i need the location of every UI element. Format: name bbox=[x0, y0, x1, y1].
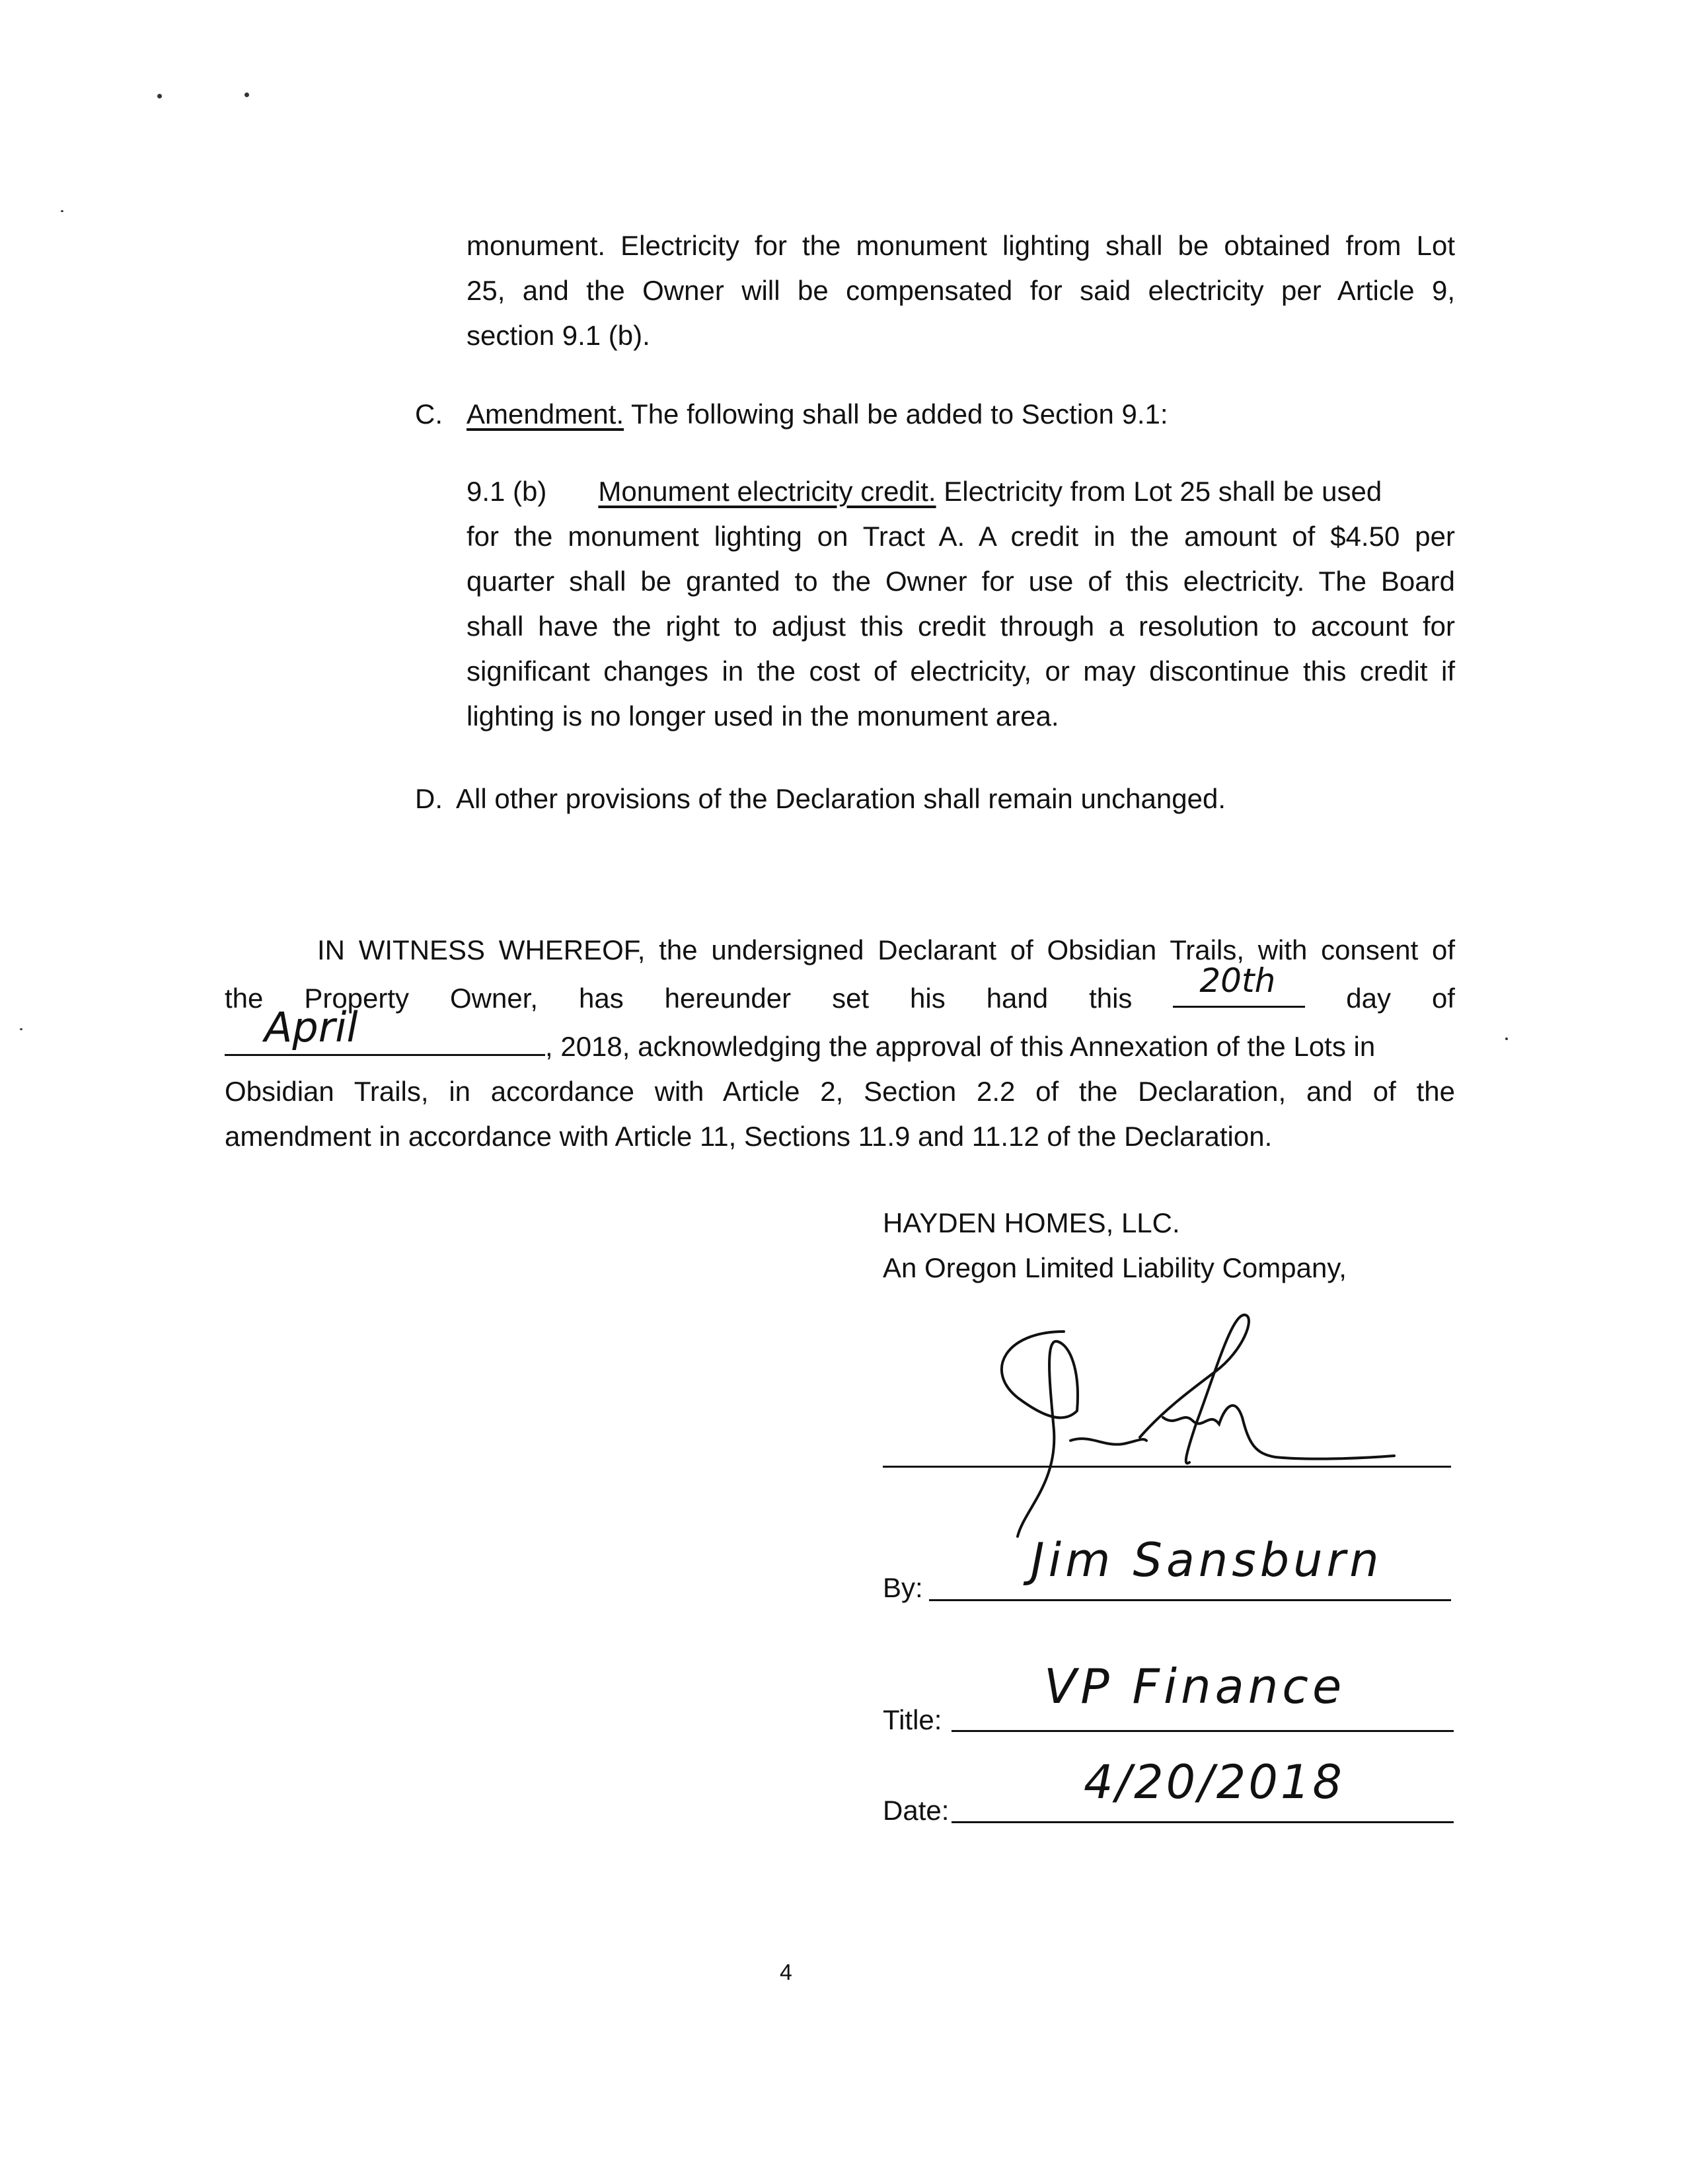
word: day bbox=[1346, 983, 1392, 1014]
month-handwritten: April bbox=[264, 1003, 358, 1051]
day-blank bbox=[1173, 961, 1305, 1008]
text-line: amendment in accordance with Article 11, Sections 11.9 and 11.12 of the Declaration. bbox=[225, 1121, 1273, 1152]
signature-stroke bbox=[1140, 1315, 1249, 1464]
text-line: Electricity from Lot 25 shall be used bbox=[944, 476, 1382, 507]
text-line: for the monument lighting on Tract A. A credit in the amount of $4.50 per bbox=[467, 521, 1455, 552]
scan-speck bbox=[244, 93, 249, 97]
text-line: IN WITNESS WHEREOF, the undersigned Declarant of Obsidian Trails, with consent of bbox=[317, 934, 1455, 965]
text-line: quarter shall be granted to the Owner for use of this electricity. The Board bbox=[467, 566, 1455, 597]
word: hand bbox=[986, 983, 1049, 1014]
title-line bbox=[952, 1730, 1454, 1732]
signature-stroke bbox=[1002, 1332, 1078, 1536]
text-line: , 2018, acknowledging the approval of this Annexation of the Lots in bbox=[545, 1031, 1376, 1062]
by-label: By: bbox=[883, 1572, 923, 1603]
word: has bbox=[579, 983, 624, 1014]
section-c-heading-line bbox=[467, 398, 1168, 431]
section-d-marker: D. bbox=[415, 783, 443, 814]
witness-paragraph bbox=[225, 928, 1455, 1159]
witness-line-3 bbox=[225, 1003, 1455, 1069]
date-line bbox=[952, 1821, 1454, 1823]
text-line: significant changes in the cost of electricity, or may discontinue this credit if bbox=[467, 656, 1455, 687]
text-line: shall have the right to adjust this credit through a resolution to account for bbox=[467, 611, 1455, 642]
by-line bbox=[929, 1599, 1451, 1601]
section-c-text: The following shall be added to Section 9.1: bbox=[631, 398, 1168, 430]
word: this bbox=[1089, 983, 1133, 1014]
word: Property bbox=[304, 983, 410, 1014]
word: hereunder bbox=[664, 983, 792, 1014]
word: of bbox=[1431, 983, 1455, 1014]
subsection-heading: Monument electricity credit. bbox=[598, 476, 936, 507]
signature-drawing bbox=[965, 1312, 1440, 1550]
signature-stroke bbox=[1163, 1406, 1394, 1459]
subsection-91b-paragraph bbox=[467, 469, 1455, 739]
page-number: 4 bbox=[780, 1960, 792, 1985]
signature-stroke bbox=[1070, 1439, 1146, 1445]
day-handwritten: 20th bbox=[1199, 961, 1276, 1000]
by-handwritten: Jim Sansburn bbox=[1031, 1533, 1383, 1587]
scan-speck bbox=[61, 210, 63, 212]
text-line: monument. Electricity for the monument lighting shall be obtained from Lot bbox=[467, 230, 1455, 261]
scan-speck bbox=[1505, 1037, 1508, 1040]
text-line: lighting is no longer used in the monument area. bbox=[467, 700, 1059, 732]
scan-speck bbox=[20, 1028, 22, 1030]
company-name: HAYDEN HOMES, LLC. bbox=[883, 1207, 1180, 1238]
company-description: An Oregon Limited Liability Company, bbox=[883, 1252, 1347, 1283]
date-handwritten: 4/20/2018 bbox=[1084, 1755, 1345, 1809]
word: his bbox=[910, 983, 946, 1014]
text-line: 25, and the Owner will be compensated for said electricity per Article 9, bbox=[467, 275, 1455, 306]
date-label: Date: bbox=[883, 1795, 950, 1826]
subsection-91b-first-line bbox=[467, 469, 1455, 514]
signature-text bbox=[0, 0, 1, 1]
title-label: Title: bbox=[883, 1704, 942, 1735]
section-c-marker: C. bbox=[415, 398, 443, 430]
word: the bbox=[225, 983, 264, 1014]
text-line: section 9.1 (b). bbox=[467, 320, 650, 351]
scan-speck bbox=[157, 94, 162, 98]
section-c-heading: Amendment. bbox=[467, 398, 624, 430]
continuation-paragraph bbox=[467, 223, 1455, 358]
word: Owner, bbox=[450, 983, 539, 1014]
title-handwritten: VP Finance bbox=[1044, 1659, 1346, 1714]
witness-line-2 bbox=[225, 961, 1455, 1021]
word: set bbox=[832, 983, 870, 1014]
section-d-text: All other provisions of the Declaration shall remain unchanged. bbox=[456, 783, 1226, 814]
subsection-number: 9.1 (b) bbox=[467, 476, 547, 507]
month-blank bbox=[225, 1003, 545, 1056]
text-line: Obsidian Trails, in accordance with Article 2, Section 2.2 of the Declaration, and of the bbox=[225, 1076, 1455, 1107]
